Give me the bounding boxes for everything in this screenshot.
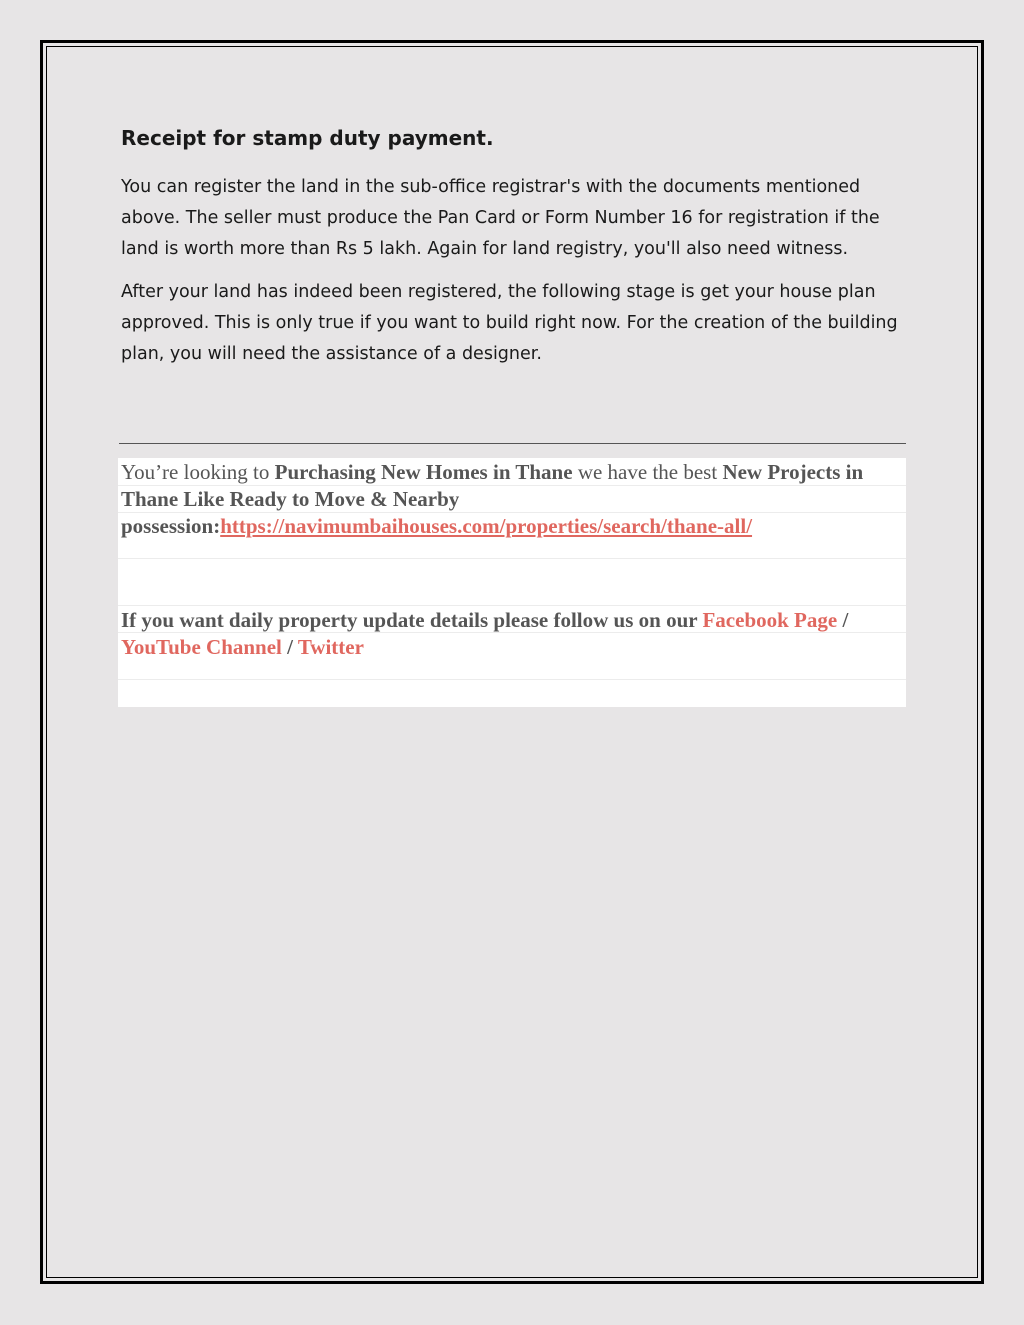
promo-highlight: Purchasing New Homes in Thane — [274, 460, 573, 484]
facebook-page-link[interactable]: Facebook Page — [702, 608, 838, 632]
paragraph-registration: You can register the land in the sub-office registrar's with the documents mentioned above. The seller must produce the Pan Card or Form Number 16 for registration if the land is worth more than Rs 5 lakh. Again for land registry, you'll also need witness. — [121, 177, 880, 259]
follow-intro: If you want daily property update details please follow us on our — [121, 608, 703, 632]
horizontal-divider — [119, 443, 906, 444]
row-divider — [118, 605, 906, 606]
promo-box — [118, 458, 906, 707]
promo-text — [121, 459, 881, 540]
follow-text — [121, 607, 881, 661]
link-separator: / — [837, 608, 849, 632]
twitter-link[interactable]: Twitter — [297, 635, 364, 659]
promo-mid: we have the best — [572, 460, 723, 484]
youtube-channel-link[interactable]: YouTube Channel — [121, 635, 282, 659]
section-heading: Receipt for stamp duty payment. — [121, 126, 494, 150]
row-divider — [118, 558, 906, 559]
thane-listings-link[interactable]: https://navimumbaihouses.com/properties/search/thane-all/ — [220, 514, 753, 538]
document-body — [121, 120, 906, 382]
promo-highlight-projects: New Projects in Thane Like Ready to Move & Nearby possession: — [121, 460, 864, 538]
link-separator: / — [281, 635, 298, 659]
promo-intro: You’re looking to — [121, 460, 275, 484]
paragraph-house-plan: After your land has indeed been registered, the following stage is get your house plan approved. This is only true if you want to build right now. For the creation of the building plan, you will need the assistance of a designer. — [121, 282, 898, 364]
row-divider — [118, 679, 906, 680]
